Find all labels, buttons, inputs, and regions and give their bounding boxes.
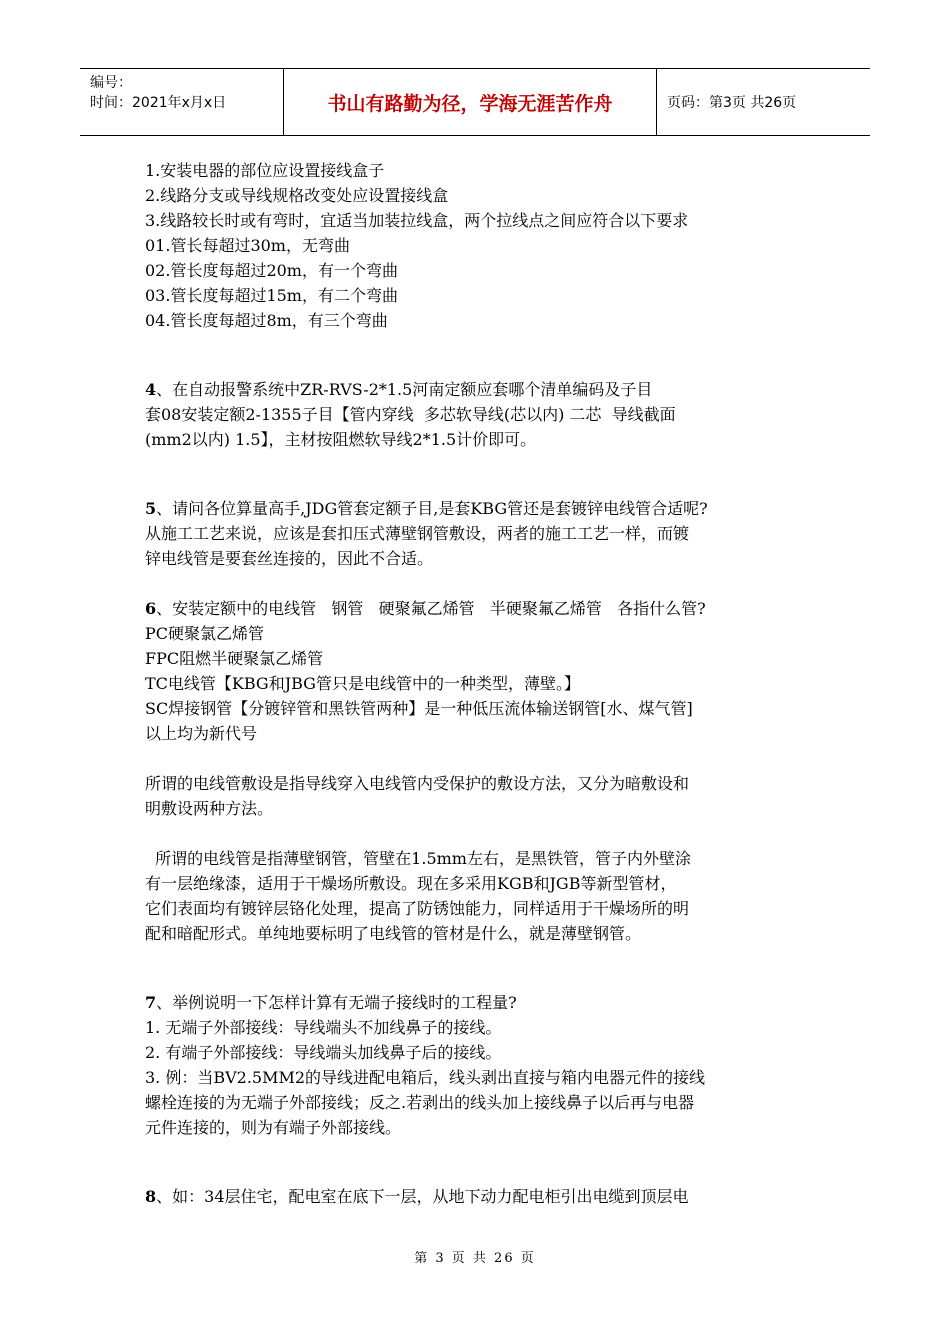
rule-line: 01.管长每超过30m，无弯曲 (145, 236, 350, 255)
junction-box-rules (145, 158, 825, 333)
question-text: 、安装定额中的电线管 钢管 硬聚氟乙烯管 半硬聚氟乙烯管 各指什么管? (156, 599, 706, 618)
question-text: 、举例说明一下怎样计算有无端子接线时的工程量? (156, 993, 517, 1012)
question-8 (145, 1184, 825, 1209)
answer-line: 套08安装定额2-1355子目【管内穿线 多芯软导线(芯以内) 二芯 导线截面 (145, 405, 676, 424)
question-text: 、如：34层住宅，配电室在底下一层，从地下动力配电柜引出电缆到顶层电 (156, 1187, 689, 1206)
document-body (145, 158, 825, 1209)
question-heading (145, 496, 825, 521)
question-7 (145, 990, 825, 1140)
rule-line: 1.安装电器的部位应设置接线盒子 (145, 161, 385, 180)
question-heading (145, 1184, 825, 1209)
paragraph-line: 配和暗配形式。单纯地要标明了电线管的管材是什么，就是薄壁钢管。 (145, 924, 642, 943)
paragraph-line: 明敷设两种方法。 (145, 799, 274, 818)
question-heading (145, 990, 825, 1015)
footer-page-number: 第 3 页 共 26 页 (414, 1251, 536, 1266)
question-4 (145, 377, 825, 452)
rule-line: 3.线路较长时或有弯时，宜适当加装拉线盒，两个拉线点之间应符合以下要求 (145, 211, 689, 230)
answer-line: 3. 例：当BV2.5MM2的导线进配电箱后，线头剥出直接与箱内电器元件的接线 (145, 1068, 706, 1087)
question-number: 4 (145, 380, 157, 399)
header-motto-cell (283, 69, 657, 135)
rule-line: 04.管长度每超过8m，有三个弯曲 (145, 311, 388, 330)
question-6 (145, 596, 825, 946)
question-heading (145, 596, 825, 621)
answer-line: (mm2以内) 1.5】，主材按阻燃软导线2*1.5计价即可。 (145, 430, 537, 449)
answer-line: 螺栓连接的为无端子外部接线；反之.若剥出的线头加上接线鼻子以后再与电器 (145, 1093, 695, 1112)
answer-line: 锌电线管是要套丝连接的，因此不合适。 (145, 549, 434, 568)
page-footer (0, 1247, 950, 1266)
paragraph-line: 所谓的电线管是指薄壁钢管，管壁在1.5mm左右，是黑铁管，管子内外壁涂 (145, 849, 691, 868)
question-5 (145, 496, 825, 571)
question-number: 7 (145, 993, 157, 1012)
header-date: 时间：2021年x月x日 (90, 95, 227, 111)
answer-line: 2. 有端子外部接线：导线端头加线鼻子后的接线。 (145, 1043, 502, 1062)
answer-line: SC焊接钢管【分镀锌管和黑铁管两种】是一种低压流体输送钢管[水、煤气管] (145, 699, 693, 718)
question-text: 、请问各位算量高手,JDG管套定额子目,是套KBG管还是套镀锌电线管合适呢? (156, 499, 708, 518)
header-code-label: 编号： (90, 75, 132, 91)
answer-line: TC电线管【KBG和JBG管只是电线管中的一种类型，薄壁。】 (145, 674, 580, 693)
question-text: 、在自动报警系统中ZR-RVS-2*1.5河南定额应套哪个清单编码及子目 (156, 380, 653, 399)
answer-line: 从施工工艺来说，应该是套扣压式薄壁钢管敷设，两者的施工工艺一样，而镀 (145, 524, 690, 543)
page-header (80, 68, 870, 136)
paragraph-line: 它们表面均有镀锌层铬化处理，提高了防锈蚀能力，同样适用于干燥场所的明 (145, 899, 690, 918)
paragraph-line: 所谓的电线管敷设是指导线穿入电线管内受保护的敷设方法，又分为暗敷设和 (145, 774, 690, 793)
rule-line: 02.管长度每超过20m，有一个弯曲 (145, 261, 398, 280)
question-number: 5 (145, 499, 157, 518)
header-page-cell (657, 69, 870, 135)
header-motto: 书山有路勤为径，学海无涯苦作舟 (327, 92, 613, 115)
question-number: 6 (145, 599, 157, 618)
answer-line: FPC阻燃半硬聚氯乙烯管 (145, 649, 324, 668)
rule-line: 03.管长度每超过15m，有二个弯曲 (145, 286, 398, 305)
answer-line: 1. 无端子外部接线：导线端头不加线鼻子的接线。 (145, 1018, 502, 1037)
answer-line: PC硬聚氯乙烯管 (145, 624, 265, 643)
answer-line: 以上均为新代号 (145, 724, 258, 743)
answer-line: 元件连接的，则为有端子外部接线。 (145, 1118, 402, 1137)
header-meta (80, 69, 283, 135)
paragraph-line: 有一层绝缘漆，适用于干燥场所敷设。现在多采用KGB和JGB等新型管材， (145, 874, 677, 893)
header-page-info: 页码：第3页 共26页 (667, 95, 797, 111)
question-heading (145, 377, 825, 402)
rule-line: 2.线路分支或导线规格改变处应设置接线盒 (145, 186, 449, 205)
question-number: 8 (145, 1187, 157, 1206)
